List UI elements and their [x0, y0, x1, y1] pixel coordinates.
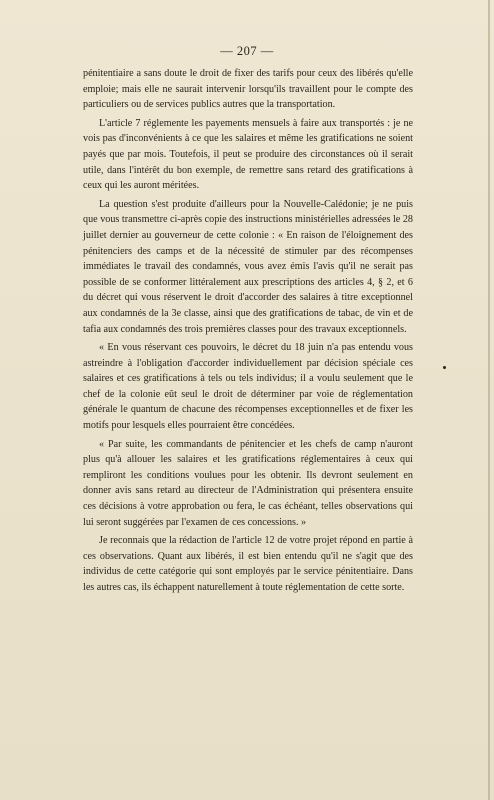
paragraph: « En vous réservant ces pouvoirs, le décret du 18 juin n'a pas entendu vous astreindre à l'obligation d'accorder individuellement par décision spéciale ces salaires et ces gratifications à tels ou tels individus; il a voulu seulement que le chef de la colonie eût seul le droit de déterminer par voie de réglementation générale le quantum de chacune des récompenses exceptionnelles et de fixer les motifs pour lesquels elles pourraient être concédées.	[83, 342, 413, 432]
paragraph: pénitentiaire a sans doute le droit de fixer des tarifs pour ceux des libérés qu'elle emploie; mais elle ne saurait intervenir lorsqu'ils travaillent pour le compte des particuliers ou de services publics autres que la transportation.	[83, 68, 413, 111]
paragraph: « Par suite, les commandants de pénitencier et les chefs de camp n'auront plus qu'à allouer les salaires et les gratifications réglementaires à ceux qui rempliront les conditions voulues pour les obtenir. Ils devront seulement en donner avis sans retard au directeur de l'Administration qui présentera ensuite ces décisions à votre approbation ou fera, le cas échéant, telles observations qui lui seront suggérées par l'examen de ces concessions. »	[83, 438, 413, 528]
paragraph: L'article 7 réglemente les payements mensuels à faire aux transportés : je ne vois pas d'inconvénients à ce que les salaires et même les gratifications ne soient payés que par mois. Toutefois, il peut se produire des circonstances où il serait utile, dans l'intérêt du bon exemple, de remettre sans retard des gratifications à ceux qui les auront méritées.	[83, 117, 413, 192]
paragraph: La question s'est produite d'ailleurs pour la Nouvelle-Calédonie; je ne puis que vous transmettre ci-après copie des instructions ministérielles adressées le 28 juillet dernier au gouverneur de cette colonie : « En raison de l'éloignement des pénitenciers des camps et de la nécessité de stimuler par des récompenses immédiates le travail des condamnés, vous avez émis l'avis qu'il ne serait pas possible de se conformer littéralement aux prescriptions des articles 4, § 2, et 6 du décret qui vous réservent le droit d'accorder des salaires à titre exceptionnel aux condamnés de la 3e classe, ainsi que des gratifications de tabac, de vin et de tafia aux condamnés des trois premières classes pour des travaux exceptionnels.	[83, 198, 413, 335]
ink-speck	[443, 366, 446, 369]
body-text	[83, 66, 413, 599]
page-number: — 207 —	[220, 44, 274, 58]
paragraph: Je reconnais que la rédaction de l'article 12 de votre projet répond en partie à ces observations. Quant aux libérés, il est bien entendu qu'il ne s'agit que des individus de cette catégorie qui sont employés par le service pénitentiaire. Dans les autres cas, ils échappent naturellement à toute réglementation de cette sorte.	[83, 535, 413, 593]
page-edge-shadow	[488, 0, 490, 800]
